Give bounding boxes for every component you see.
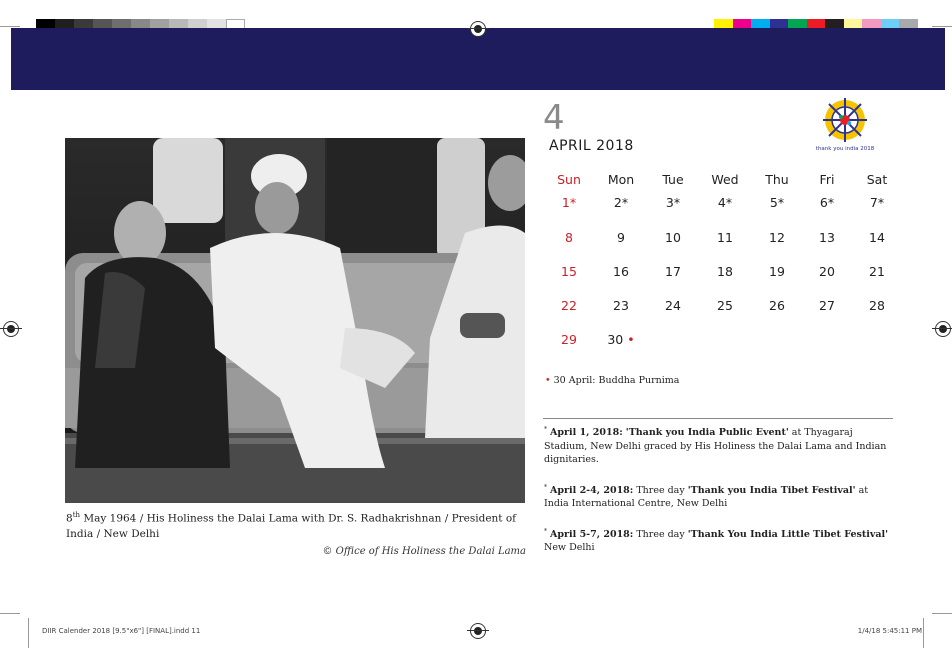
calendar-day: 8 — [565, 230, 573, 245]
registration-mark-bottom — [470, 623, 486, 639]
crop-mark — [0, 613, 20, 614]
calendar-day: 30 • — [607, 332, 635, 347]
weekday-header: Sat — [866, 172, 888, 187]
event-item: * April 5-7, 2018: Three day 'Thank You India Little Tibet Festival' New Delhi — [544, 527, 889, 554]
calendar-day: 18 — [717, 264, 733, 279]
svg-text:thank you india 2018: thank you india 2018 — [815, 146, 875, 152]
crop-mark — [932, 26, 952, 27]
calendar-day: 24 — [665, 298, 681, 313]
calendar-day: 19 — [769, 264, 785, 279]
calendar-day: 14 — [869, 230, 885, 245]
legend — [545, 375, 679, 386]
divider — [543, 418, 893, 419]
calendar-day: 15 — [561, 264, 577, 279]
calendar-day: 4* — [717, 195, 733, 210]
footer-filename: DIIR Calender 2018 [9.5"x6"] [FINAL].indd 11 — [42, 627, 201, 635]
weekday-header: Wed — [711, 172, 739, 187]
calendar-day: 1* — [561, 195, 577, 210]
calendar-day: 13 — [819, 230, 835, 245]
event-item: * April 2-4, 2018: Three day 'Thank you India Tibet Festival' at India International Centre, New Delhi — [544, 483, 869, 510]
calendar-day: 16 — [613, 264, 629, 279]
footer-timestamp: 1/4/18 5:45:11 PM — [857, 627, 922, 635]
calendar-day: 23 — [613, 298, 629, 313]
header-band — [11, 28, 945, 90]
calendar-day: 2* — [613, 195, 629, 210]
calendar-day: 25 — [717, 298, 733, 313]
photo-credit: © Office of His Holiness the Dalai Lama — [322, 546, 526, 557]
weekday-header: Fri — [819, 172, 835, 187]
crop-mark — [28, 618, 29, 648]
month-title: APRIL 2018 — [549, 138, 634, 154]
crop-mark — [932, 613, 952, 614]
registration-mark-right — [935, 321, 951, 337]
photo-caption: 8th May 1964 / His Holiness the Dalai Lama with Dr. S. Radhakrishnan / President of India / New Delhi — [66, 511, 517, 540]
event-item: * April 1, 2018: 'Thank you India Public Event' at Thyagaraj Stadium, New Delhi graced by His Holiness the Dalai Lama and Indian dignitaries. — [544, 426, 887, 466]
legend-bullet: • — [545, 375, 551, 386]
crop-mark — [0, 26, 20, 27]
calendar-day: 21 — [869, 264, 885, 279]
calendar-day: 11 — [717, 230, 733, 245]
events-list — [544, 423, 894, 569]
calendar-day: 9 — [617, 230, 625, 245]
weekday-header: Sun — [557, 172, 581, 187]
weekday-header: Mon — [607, 172, 635, 187]
registration-mark-left — [3, 321, 19, 337]
calendar-day: 6* — [819, 195, 835, 210]
calendar-day: 26 — [769, 298, 785, 313]
calendar-day: 27 — [819, 298, 835, 313]
calendar-day: 5* — [769, 195, 785, 210]
photo-illustration — [65, 138, 525, 503]
calendar-day: 17 — [665, 264, 681, 279]
calendar-day: 29 — [561, 332, 577, 347]
thank-you-india-logo — [814, 92, 876, 154]
calendar-day: 10 — [665, 230, 681, 245]
weekday-header: Tue — [662, 172, 684, 187]
calendar-day: 28 — [869, 298, 885, 313]
calendar-day: 22 — [561, 298, 577, 313]
weekday-header: Thu — [765, 172, 789, 187]
crop-mark — [923, 618, 924, 648]
calendar-day: 12 — [769, 230, 785, 245]
month-number: 4 — [543, 98, 565, 138]
calendar-day: 7* — [869, 195, 885, 210]
calendar-day: 3* — [665, 195, 681, 210]
legend-text: 30 April: Buddha Purnima — [553, 375, 680, 386]
calendar-day: 20 — [819, 264, 835, 279]
registration-mark-top — [470, 21, 486, 37]
historic-photograph — [65, 138, 525, 503]
